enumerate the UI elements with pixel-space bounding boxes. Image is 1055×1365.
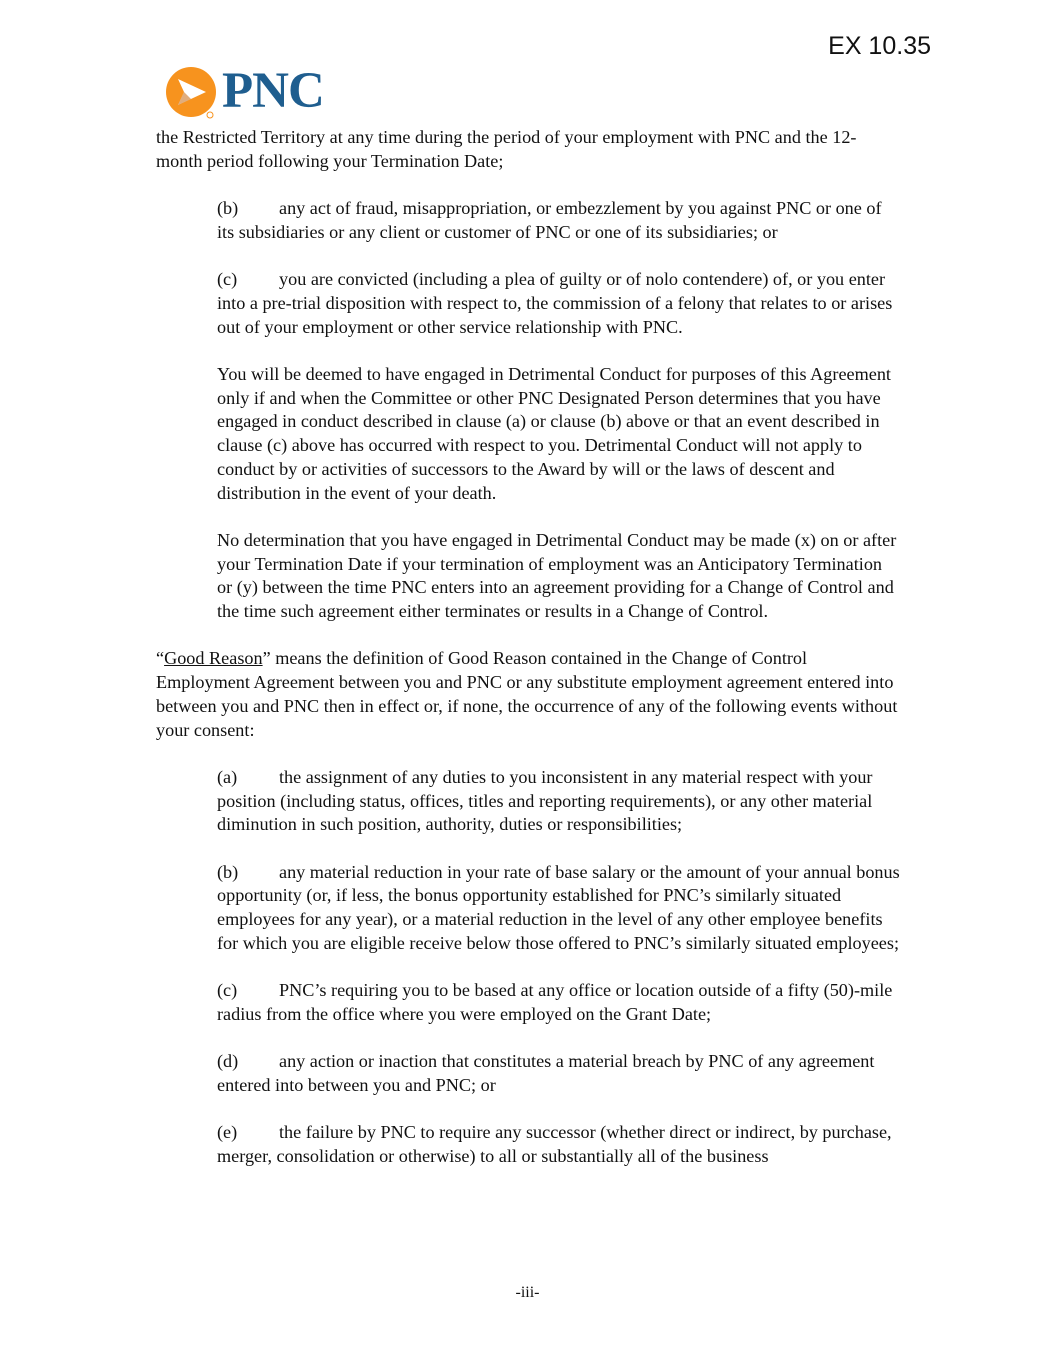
pnc-logo-text: PNC bbox=[222, 63, 324, 119]
document-body bbox=[156, 126, 901, 1192]
definition-good-reason bbox=[156, 647, 901, 742]
definition-text: ” means the definition of Good Reason contained in the Change of Control Employment Agreement between you and PNC or any substitute employment agreement entered into between you and PNC then in effect or, if none, the occurrence of any of the following events without your consent: bbox=[156, 648, 898, 740]
exhibit-number: EX 10.35 bbox=[828, 32, 931, 60]
clause-b-fraud bbox=[156, 197, 901, 244]
clause-label: (b) bbox=[217, 861, 239, 882]
clause-text: any action or inaction that constitutes a material breach by PNC of any agreement entered into between you and PNC; or bbox=[217, 1051, 875, 1095]
clause-label: (a) bbox=[217, 766, 238, 787]
defined-term: Good Reason bbox=[164, 648, 263, 669]
page-number: -iii- bbox=[515, 1284, 540, 1301]
clause-text: PNC’s requiring you to be based at any office or location outside of a fifty (50)-mile radius from the office where you were employed on the Grant Date; bbox=[217, 980, 893, 1024]
clause-label: (b) bbox=[217, 198, 239, 219]
clause-label: (e) bbox=[217, 1122, 238, 1143]
clause-c-felony bbox=[156, 268, 901, 339]
clause-label: (c) bbox=[217, 980, 238, 1001]
clause-c-location bbox=[156, 979, 901, 1026]
pnc-logo bbox=[165, 63, 340, 120]
clause-text: any material reduction in your rate of base salary or the amount of your annual bonus opportunity (or, if less, the bonus opportunity established for PNC’s similarly situated employees for any year), or a material reduction in the level of any other employee benefits for which you are eligible receive below those offered to PNC’s similarly situated employees; bbox=[217, 861, 900, 953]
clause-label: (c) bbox=[217, 269, 238, 290]
clause-b-salary bbox=[156, 861, 901, 956]
clause-e-successor bbox=[156, 1121, 901, 1168]
clause-text: the failure by PNC to require any successor (whether direct or indirect, by purchase, merger, consolidation or otherwise) to all or substantially all of the business bbox=[217, 1122, 892, 1167]
paragraph-detrimental-conduct: You will be deemed to have engaged in Detrimental Conduct for purposes of this Agreement only if and when the Committee or other PNC Designated Person determines that you have engaged in conduct described in clause (a) or clause (b) above or that an event described in clause (c) above has occurred with respect to you. Detrimental Conduct will not apply to conduct by or activities of successors to the Award by will or the laws of descent and distribution in the event of your death. bbox=[217, 363, 891, 503]
paragraph-no-determination: No determination that you have engaged in Detrimental Conduct may be made (x) on or after your Termination Date if your termination of employment was an Anticipatory Termination or (y) between the time PNC enters into an agreement providing for a Change of Control and the time such agreement either terminates or results in a Change of Control. bbox=[217, 529, 897, 621]
paragraph-restricted-territory: the Restricted Territory at any time during the period of your employment with PNC and the 12-month period following your Termination Date; bbox=[156, 127, 857, 171]
clause-label: (d) bbox=[217, 1051, 239, 1072]
clause-text: any act of fraud, misappropriation, or embezzlement by you against PNC or one of its subsidiaries or any client or customer of PNC or one of its subsidiaries; or bbox=[217, 198, 882, 242]
clause-d-breach bbox=[156, 1050, 901, 1097]
pnc-logo-icon bbox=[165, 66, 221, 122]
clause-text: you are convicted (including a plea of guilty or of nolo contendere) of, or you enter into a pre-trial disposition with respect to, the commission of a felony that relates to or arises out of your employment or other service relationship with PNC. bbox=[217, 269, 893, 337]
open-quote: “ bbox=[156, 648, 165, 669]
clause-a-duties bbox=[156, 766, 901, 837]
clause-text: the assignment of any duties to you inconsistent in any material respect with your position (including status, offices, titles and reporting requirements), or any other material diminution in such position, authority, duties or responsibilities; bbox=[217, 766, 873, 835]
